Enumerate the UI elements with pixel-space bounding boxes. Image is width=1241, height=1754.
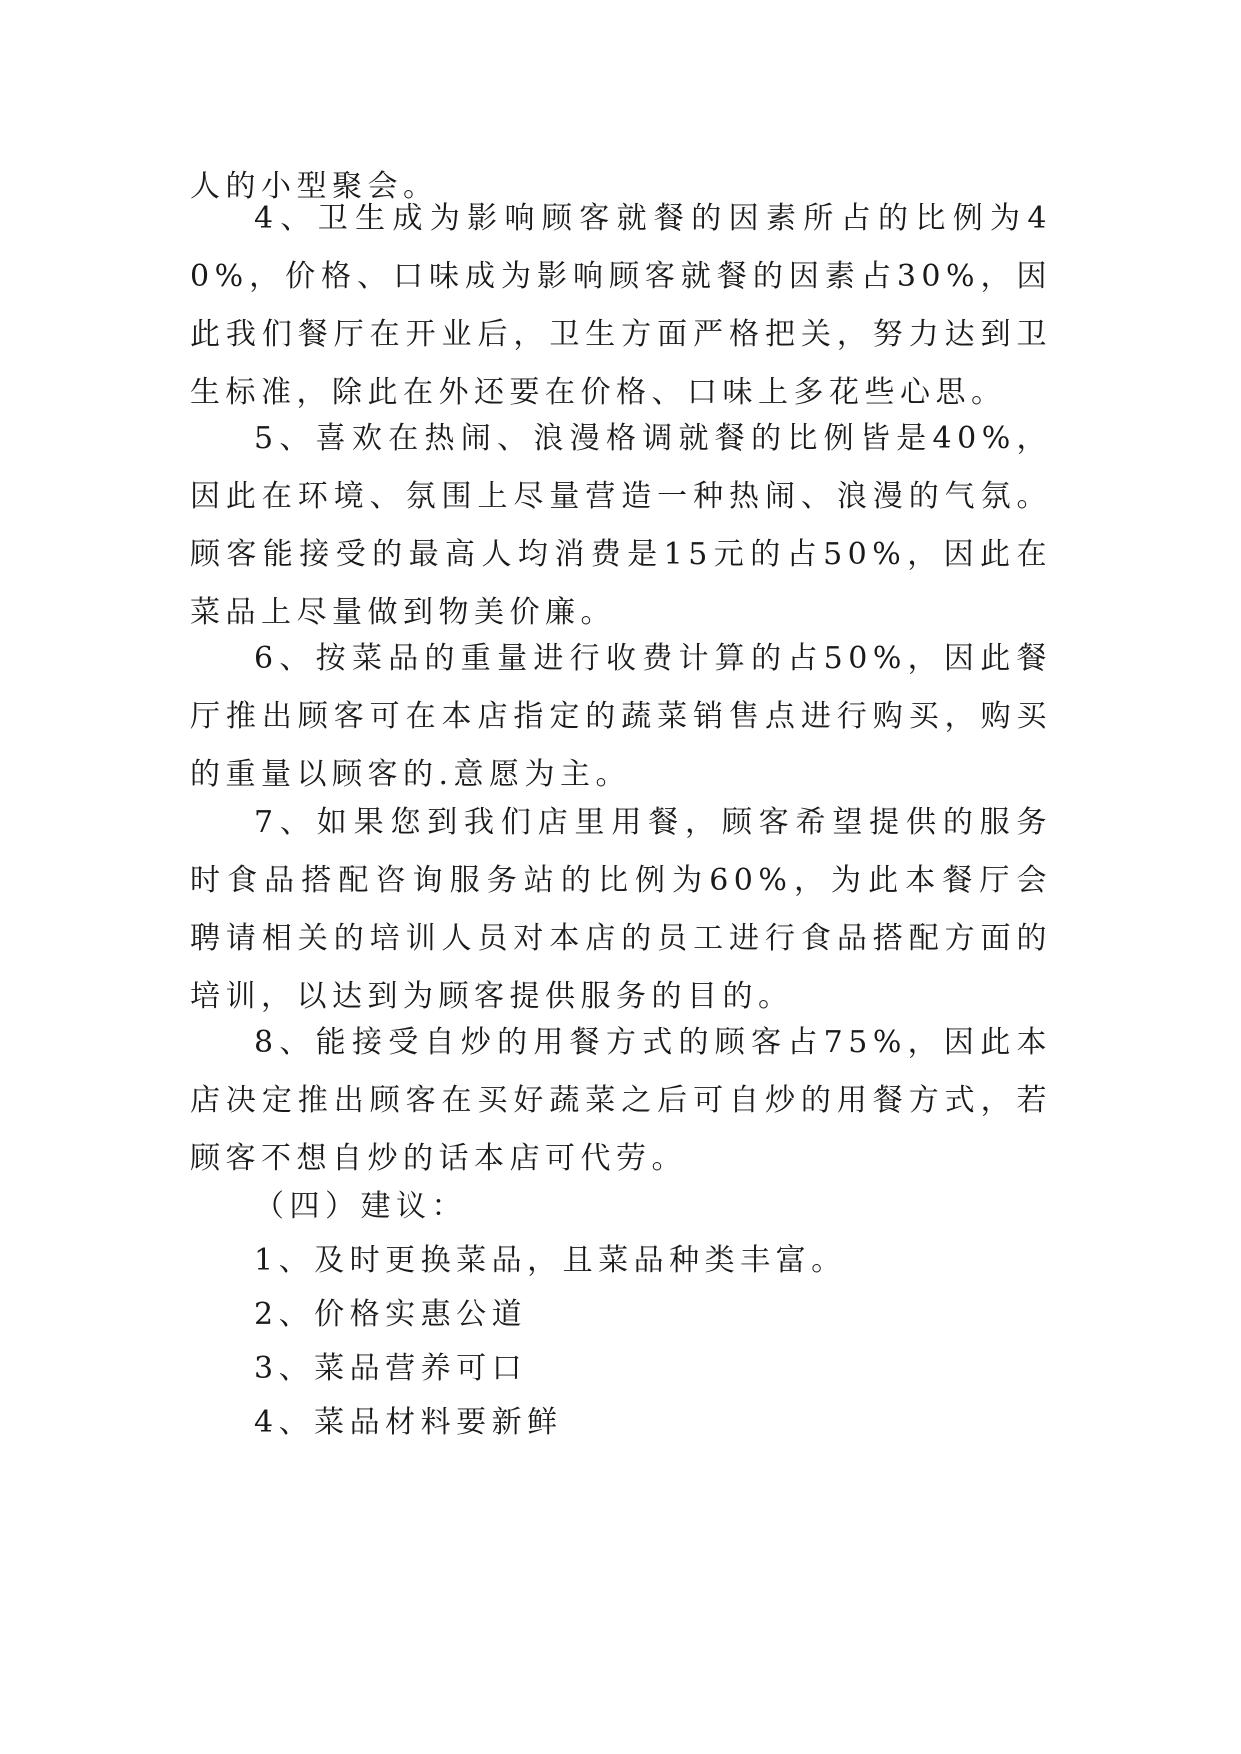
- paragraph-item-7: 7、如果您到我们店里用餐，顾客希望提供的服务时食品搭配咨询服务站的比例为60%，为此本餐厅会聘请相关的培训人员对本店的员工进行食品搭配方面的培训，以达到为顾客提供服务的目的。: [190, 805, 1052, 1014]
- suggestion-item-1: 1、及时更换菜品，且菜品种类丰富。: [254, 1243, 847, 1278]
- section-heading: （四）建议：: [254, 1189, 467, 1224]
- paragraph-item-8: 8、能接受自炒的用餐方式的顾客占75%，因此本店决定推出顾客在买好蔬菜之后可自炒的用餐方式，若顾客不想自炒的话本店可代劳。: [190, 1025, 1052, 1176]
- paragraph-item-5: 5、喜欢在热闹、浪漫格调就餐的比例皆是40%，因此在环境、氛围上尽量营造一种热闹、浪漫的气氛。顾客能接受的最高人均消费是15元的占50%，因此在菜品上尽量做到物美价廉。: [190, 421, 1052, 630]
- paragraph-item-6: 6、按菜品的重量进行收费计算的占50%，因此餐厅推出顾客可在本店指定的蔬菜销售点进行购买，购买的重量以顾客的.意愿为主。: [190, 641, 1052, 792]
- paragraph-item-4: 4、卫生成为影响顾客就餐的因素所占的比例为40%，价格、口味成为影响顾客就餐的因素占30%，因此我们餐厅在开业后，卫生方面严格把关，努力达到卫生标准，除此在外还要在价格、口味上多花些心思。: [190, 201, 1052, 410]
- suggestion-item-3: 3、菜品营养可口: [254, 1351, 528, 1386]
- suggestion-item-2: 2、价格实惠公道: [254, 1297, 528, 1332]
- suggestion-item-4: 4、菜品材料要新鲜: [254, 1405, 563, 1440]
- paragraph-continuation: 人的小型聚会。: [190, 169, 439, 204]
